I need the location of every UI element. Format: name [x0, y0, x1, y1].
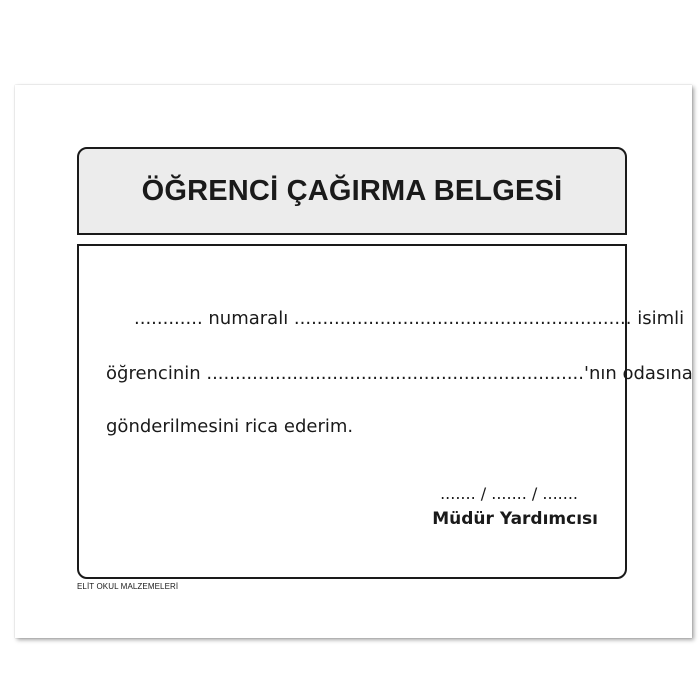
date-field: ....... / ....... / .......: [440, 484, 578, 503]
title-banner: [77, 147, 627, 235]
brand-footer: ELİT OKUL MALZEMELERİ: [77, 582, 179, 591]
office-line: öğrencinin ..................................................................'nın odasına: [106, 363, 693, 384]
student-number-name-line: ............ numaralı ........................................................... isimli: [134, 308, 685, 329]
form-title: ÖĞRENCİ ÇAĞIRMA BELGESİ: [141, 174, 563, 207]
signer-title: Müdür Yardımcısı: [432, 509, 598, 529]
form-body: [77, 244, 693, 579]
form-sheet: [15, 85, 692, 638]
request-line: gönderilmesini rica ederim.: [106, 416, 354, 437]
